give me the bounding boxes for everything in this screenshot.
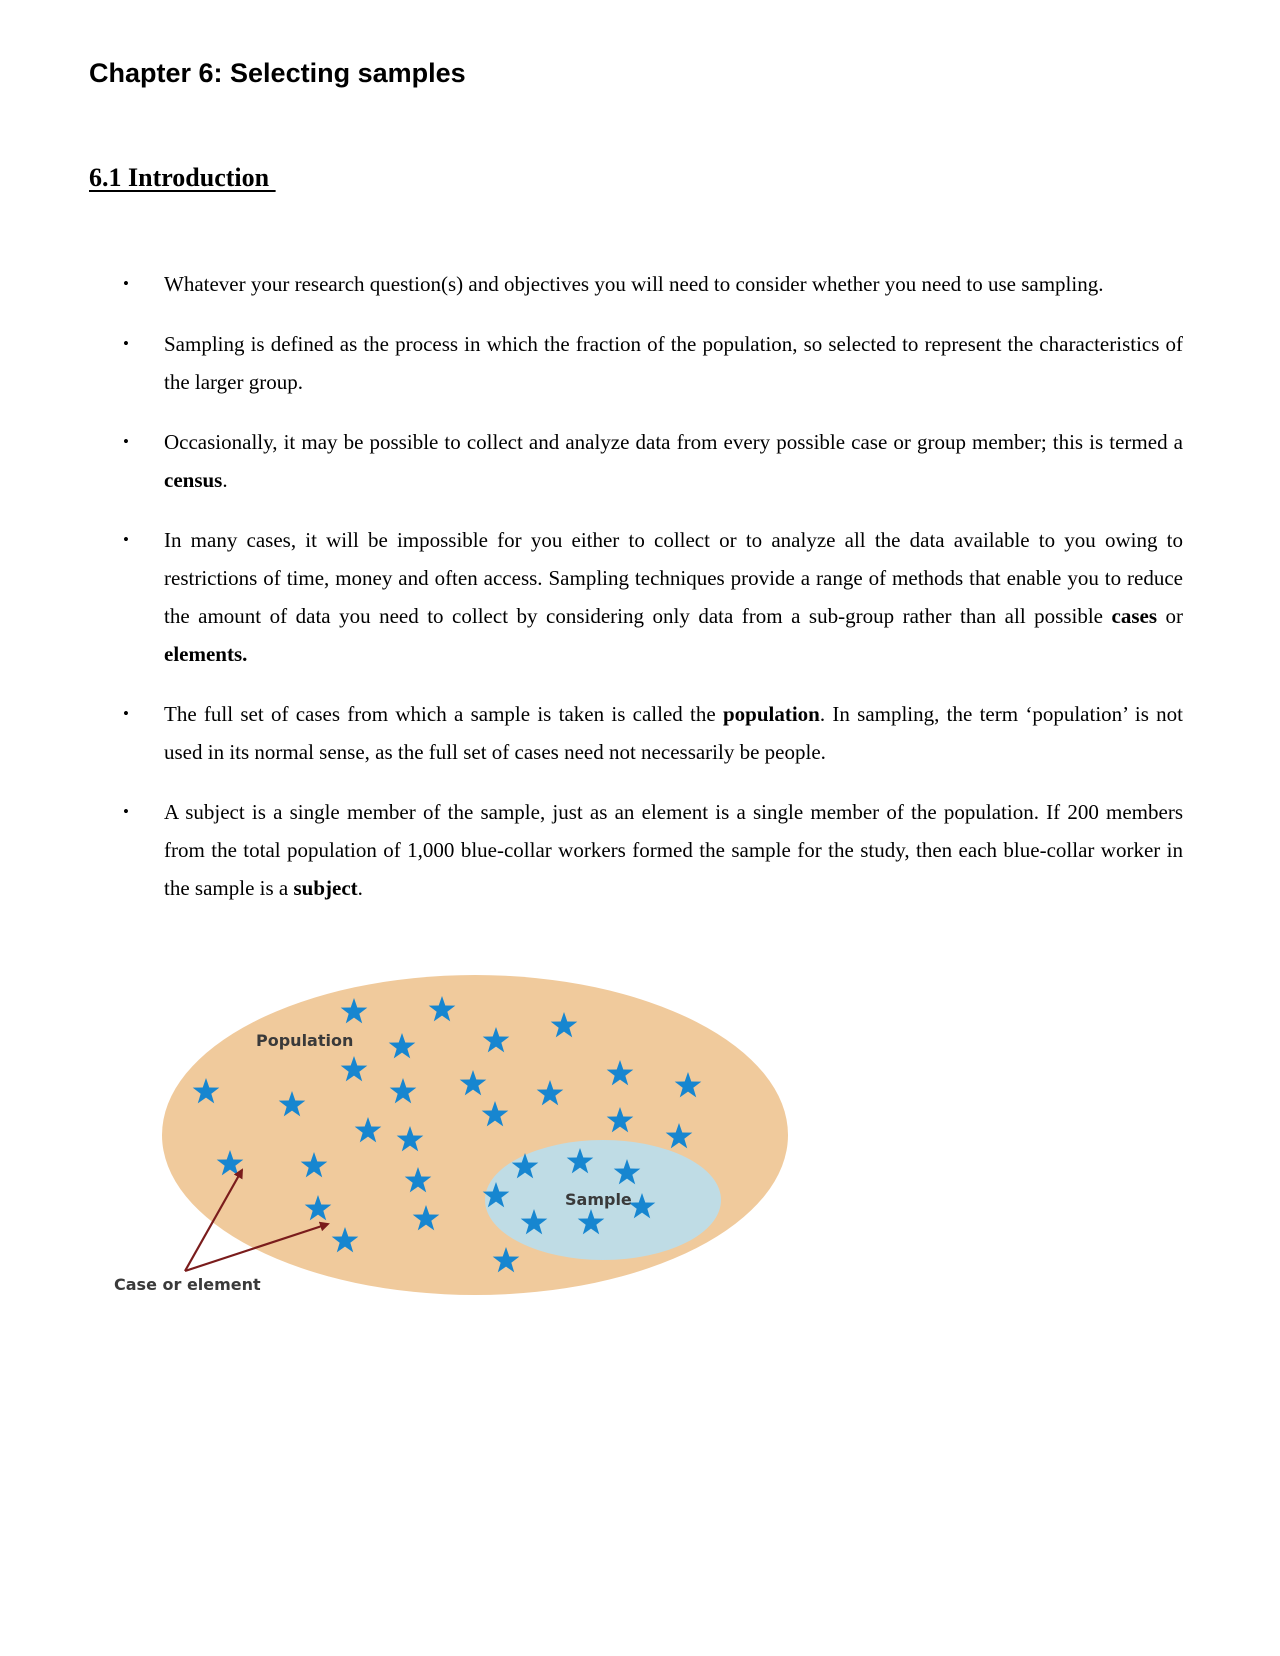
bullet-text: . (222, 468, 228, 492)
population-sample-diagram (105, 970, 805, 1310)
bullet-item (123, 265, 1183, 303)
bullet-symbol: • (123, 334, 129, 353)
chapter-title: Chapter 6: Selecting samples (89, 58, 466, 88)
bullet-item (123, 325, 1183, 401)
bullet-symbol: • (123, 274, 129, 293)
bullet-symbol: • (123, 704, 129, 723)
bold-term: census (164, 468, 223, 492)
bullet-symbol: • (123, 432, 129, 451)
bullet-text: Whatever your research question(s) and objectives you will need to consider whether you need to use sampling. (164, 272, 1104, 296)
case-or-element-label: Case or element (114, 1275, 261, 1294)
bullet-text: . In sampling, the term ‘population’ is not used in its normal sense, as the full set of cases need not necessarily be people. (164, 702, 1183, 764)
bullet-list (123, 265, 1183, 929)
section-heading: 6.1 Introduction (89, 163, 276, 192)
bullet-item (123, 695, 1183, 771)
bullet-text: Occasionally, it may be possible to collect and analyze data from every possible case or group member; this is termed a (164, 430, 1183, 454)
bold-term: cases (1111, 604, 1157, 628)
bullet-symbol: • (123, 530, 129, 549)
bullet-item (123, 521, 1183, 673)
bullet-item (123, 793, 1183, 907)
sample-label: Sample (565, 1190, 632, 1209)
diagram-svg (105, 970, 805, 1310)
bullet-item (123, 423, 1183, 499)
bullet-text: A subject is a single member of the sample, just as an element is a single member of the population. If 200 members from the total population of 1,000 blue-collar workers formed the sample for the study, then each blue-collar worker in the sample is a (164, 800, 1183, 900)
bullet-symbol: • (123, 802, 129, 821)
bullet-text: . (357, 876, 363, 900)
bold-term: population (722, 702, 820, 726)
bullet-text: or (1157, 604, 1183, 628)
bold-term: elements. (164, 642, 248, 666)
bullet-text: The full set of cases from which a sample is taken is called the (164, 702, 723, 726)
bullet-text: Sampling is defined as the process in which the fraction of the population, so selected to represent the characteristics of the larger group. (164, 332, 1183, 394)
population-label: Population (256, 1031, 354, 1050)
bullet-text: In many cases, it will be impossible for you either to collect or to analyze all the data available to you owing to restrictions of time, money and often access. Sampling techniques provide a range of methods that enable you to reduce the amount of data you need to collect by considering only data from a sub-group rather than all possible (164, 528, 1183, 628)
bold-term: subject (293, 876, 358, 900)
